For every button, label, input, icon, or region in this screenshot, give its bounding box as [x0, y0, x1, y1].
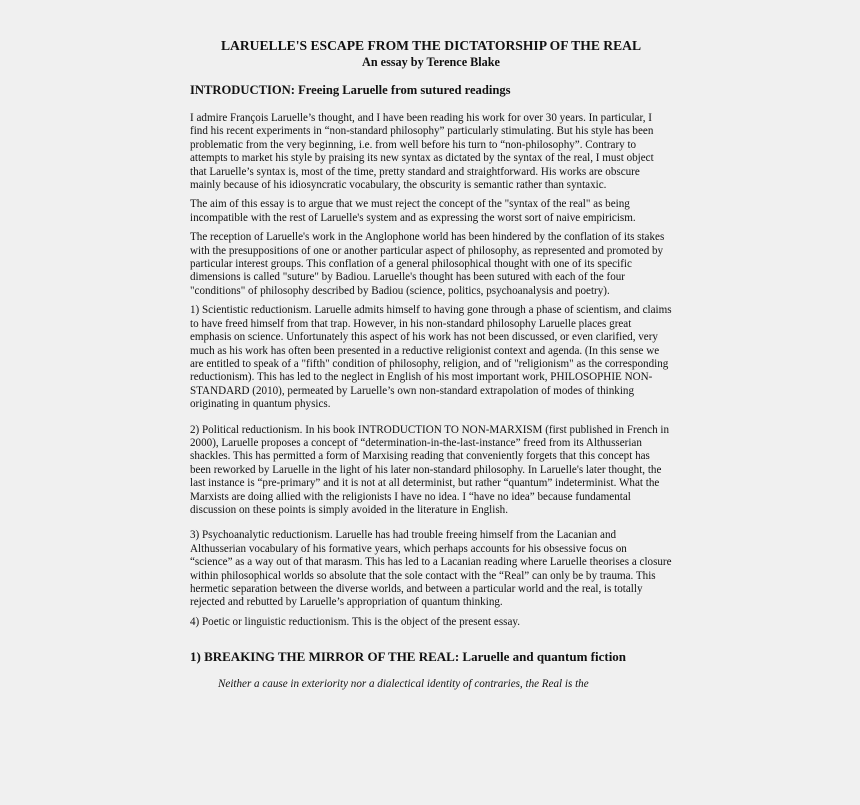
paragraph-intro-1: I admire François Laruelle’s thought, and I have been reading his work for over 30 years. In particular, I find his recent experiments in “non-standard philosophy” particularly stimulating. But his style has been problematic from the very beginning, i.e. from well before his turn to “non-philosophy”. Contrary to attempts to market his style by praising its new syntax as dictated by the syntax of the real, I must object that Laruelle’s syntax is, most of the time, pretty standard and straightforward. His works are obscure mainly because of his idiosyncratic vocabulary, the obscurity is semantic rather than syntaxic.	[190, 112, 654, 192]
paragraph-poetic-reductionism: 4) Poetic or linguistic reductionism. This is the object of the present essay.	[190, 615, 520, 628]
section-heading-breaking-mirror: 1) BREAKING THE MIRROR OF THE REAL: Laruelle and quantum fiction	[190, 649, 627, 665]
paragraph-scientistic-reductionism: 1) Scientistic reductionism. Laruelle admits himself to having gone through a phase of scientism, and claims to have freed himself from that trap. However, in his non-standard philosophy Laruelle places great emphasis on science. Unfortunately this aspect of his work has not been discussed, or even clarified, very much as his work has often been presented in a reductive religionist context and agenda. (In this sense we are entitled to speak of a "fifth" condition of philosophy, religion, and of "religionism" as the corresponding reductionism). This has led to the neglect in English of his most important work, PHILOSOPHIE NON-STANDARD (2010), permeated by Laruelle’s own non-standard extrapolation of modes of thinking originating in quantum physics.	[190, 304, 672, 411]
paragraph-political-reductionism: 2) Political reductionism. In his book INTRODUCTION TO NON-MARXISM (first published in French in 2000), Laruelle proposes a concept of “determination-in-the-last-instance” freed from its Althusserian shackles. This has permitted a form of Marxising reading that conveniently forgets that this concept has been reworked by Laruelle in the light of his later non-standard philosophy. In Laruelle's later thought, the last instance is “pre-primary” and it is not at all determinist, but rather “quantum” indeterminist. What the Marxists are doing allied with the religionists I have no idea. I “have no idea” because fundamental discussion on these points is simply avoided in the literature in English.	[190, 423, 670, 516]
essay-title: LARUELLE'S ESCAPE FROM THE DICTATORSHIP OF THE REAL	[220, 38, 642, 53]
paragraph-psychoanalytic-reductionism: 3) Psychoanalytic reductionism. Laruelle has had trouble freeing himself from the Lacanian and Althusserian vocabulary of his formative years, which perhaps accounts for his obsessive focus on “science” as a way out of that marasm. This has led to a Lacanian reading where Laruelle theorises a closure within philosophical worlds so absolute that the sole contact with the “Real” can only be by trauma. This hermetic separation between the diverse worlds, and between a particular world and the real, is totally rejected and rebutted by Laruelle’s appropriation of quantum thinking.	[190, 529, 672, 609]
epigraph-quote: Neither a cause in exteriority nor a dialectical identity of contraries, the Real is the	[218, 678, 589, 691]
paragraph-intro-3: The reception of Laruelle's work in the Anglophone world has been hindered by the conflation of its stakes with the presuppositions of one or another particular aspect of philosophy, as represented and promoted by particular interest groups. This conflation of a general philosophical thought with one of its specific dimensions is called "suture" by Badiou. Laruelle's thought has been sutured with each of the four "conditions" of philosophy described by Badiou (science, politics, psychoanalysis and poetry).	[190, 231, 665, 297]
essay-subtitle: An essay by Terence Blake	[362, 55, 500, 69]
paragraph-intro-2: The aim of this essay is to argue that we must reject the concept of the "syntax of the real" as being incompatible with the rest of Laruelle's system and as expressing the worst sort of naive empiricism.	[190, 198, 636, 224]
section-heading-introduction: INTRODUCTION: Freeing Laruelle from sutured readings	[190, 83, 511, 97]
